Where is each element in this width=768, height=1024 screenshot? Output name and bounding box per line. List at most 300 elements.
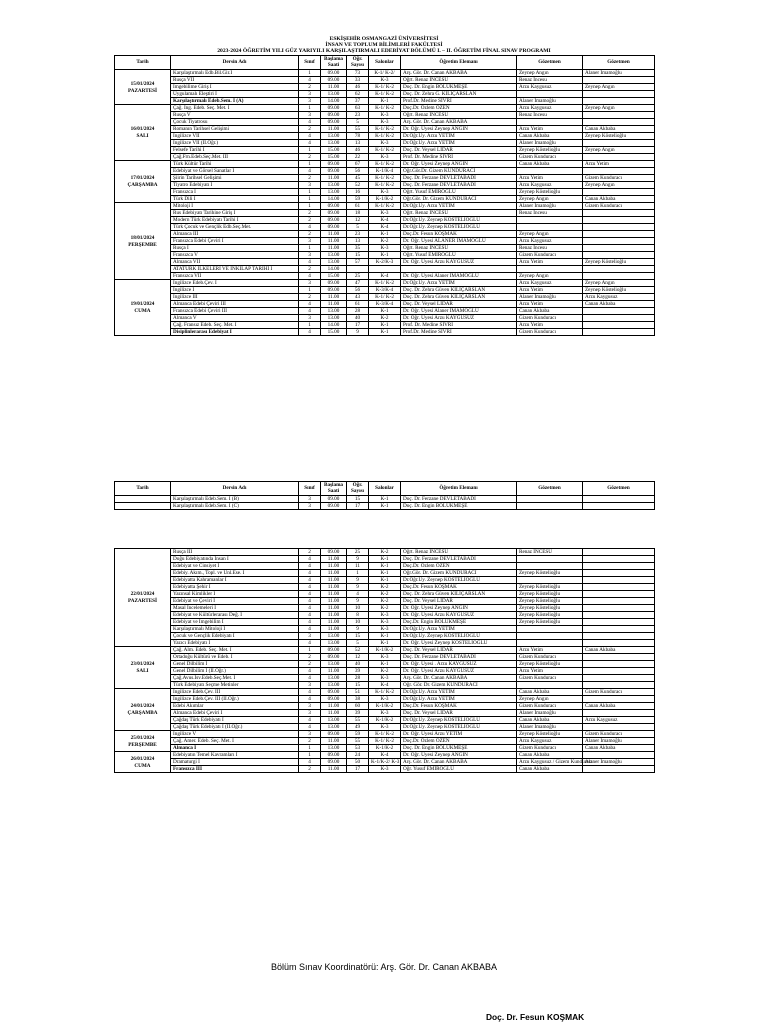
proctor-2: Zeynep Angın	[583, 280, 655, 287]
student-count: 10	[347, 619, 369, 626]
student-count: 73	[347, 70, 369, 77]
start-time: 11.00	[321, 294, 347, 301]
start-time: 09.00	[321, 689, 347, 696]
proctor-2	[583, 308, 655, 315]
exam-rooms: K-3	[369, 119, 401, 126]
table-row	[115, 598, 655, 605]
column-header: Öğretim Elemanı	[401, 482, 517, 496]
instructor: Öğr.Gör.Dr. Gizem KUNDURACI	[401, 168, 517, 175]
course-name: Yazıcı Edebiyatı I	[171, 640, 299, 647]
exam-rooms: K-3	[369, 654, 401, 661]
proctor-2	[583, 675, 655, 682]
course-name: Edebiyat ve Çeviri I	[171, 598, 299, 605]
proctor-2	[583, 266, 655, 273]
table-row	[115, 675, 655, 682]
instructor: Doç. Dr. Engin BÖLÜKMEŞE	[401, 503, 517, 510]
column-header: Başlama Saati	[321, 56, 347, 70]
exam-rooms: K-1/ K-2	[369, 91, 401, 98]
class-year: 4	[299, 675, 321, 682]
exam-rooms: K-1	[369, 661, 401, 668]
student-count: 55	[347, 126, 369, 133]
proctor-1: Alaner İmamoğlu	[517, 294, 583, 301]
student-count: 9	[347, 626, 369, 633]
proctor-2	[583, 598, 655, 605]
table-row	[115, 626, 655, 633]
student-count: 15	[347, 633, 369, 640]
exam-day: PAZARTESİ	[127, 87, 158, 94]
class-year: 4	[299, 259, 321, 266]
start-time: 11.00	[321, 231, 347, 238]
start-time: 09.00	[321, 119, 347, 126]
instructor: Dr. Öğr. Üyesi Arzu KAYGUSUZ	[401, 315, 517, 322]
class-year: 4	[299, 626, 321, 633]
exam-rooms: K-1/K-2	[369, 196, 401, 203]
course-name: Çağ. İng. Edeb. Seç. Met. I	[171, 105, 299, 112]
class-year: 1	[299, 287, 321, 294]
student-count: 4	[347, 591, 369, 598]
class-year: 2	[299, 294, 321, 301]
department-head-signature: Doç. Dr. Fesun KOŞMAK	[486, 1012, 585, 1022]
instructor: Dr. Öğr. Üyesi ALANER İMAMOĞLU	[401, 238, 517, 245]
table-row	[115, 154, 655, 161]
table-row	[115, 196, 655, 203]
student-count: 35	[347, 245, 369, 252]
proctor-1: Canan Akbaba	[517, 133, 583, 140]
proctor-2	[583, 140, 655, 147]
proctor-2	[583, 112, 655, 119]
start-time: 09.00	[321, 549, 347, 556]
proctor-2	[583, 119, 655, 126]
class-year: 4	[299, 689, 321, 696]
exam-date-cell	[115, 203, 171, 280]
university-name: ESKİŞEHİR OSMANGAZİ ÜNİVERSİTESİ	[329, 36, 439, 42]
proctor-1: Zeynep Köstelioğlu	[517, 570, 583, 577]
exam-day: SALI	[136, 133, 149, 139]
exam-rooms: K-1/ K-2	[369, 133, 401, 140]
proctor-2	[583, 322, 655, 329]
exam-date: 16/01/2024	[130, 126, 155, 132]
instructor: Dr. Öğr. Üyesi Alaner İMAMOĞLU	[401, 273, 517, 280]
course-name: Almanca III	[171, 231, 299, 238]
course-name: Yazınsal Kimlikler I	[171, 591, 299, 598]
student-count: 55	[347, 738, 369, 745]
start-time: 13.00	[321, 140, 347, 147]
class-year: 2	[299, 154, 321, 161]
exam-date: 23/01/2024	[130, 661, 155, 667]
student-count: 25	[347, 273, 369, 280]
course-name: Türk Edebiyatı Seçme Metinler	[171, 682, 299, 689]
start-time: 13.00	[321, 745, 347, 752]
instructor: Doç.Dr. Engin BÖLÜKMEŞE	[401, 619, 517, 626]
proctor-1: Arzu Kaygusuz	[517, 280, 583, 287]
exam-date-cell	[115, 731, 171, 752]
instructor: Doç. Dr. Ferzane DEVLETABADİ	[401, 496, 517, 503]
course-name: İngilizce Edeb.Çev. III (II.Öğr.)	[171, 696, 299, 703]
proctor-2	[583, 633, 655, 640]
course-name: Disiplinlerarası Edebiyat I	[171, 329, 299, 336]
exam-date: 15/01/2024	[130, 80, 155, 87]
course-name: İmgebilime Giriş I	[171, 84, 299, 91]
table-row	[115, 105, 655, 112]
start-time: 15.00	[321, 329, 347, 336]
instructor: Doç. Dr. Veysel LİDAR	[401, 710, 517, 717]
table-row	[115, 294, 655, 301]
proctor-1	[517, 577, 583, 584]
proctor-1: Gizem Kunduracı	[517, 315, 583, 322]
instructor: Öğrt. Renaz İNCESU	[401, 112, 517, 119]
exam-date-cell	[115, 689, 171, 731]
student-count: 45	[347, 175, 369, 182]
proctor-1: Renaz İNCESU	[517, 549, 583, 556]
proctor-2: Zeynep Angın	[583, 84, 655, 91]
instructor: Doç. Dr. Veysel LİDAR	[401, 598, 517, 605]
instructor: Arş. Gör. Dr. Canan AKBABA	[401, 759, 517, 766]
start-time: 11.00	[321, 577, 347, 584]
proctor-2: Arzu Kaygusuz	[583, 294, 655, 301]
student-count: 5	[347, 224, 369, 231]
student-count	[347, 266, 369, 273]
student-count: 28	[347, 308, 369, 315]
student-count: 40	[347, 315, 369, 322]
instructor: Dr. Öğr. Üyesi Arzu KAYGUSUZ	[401, 259, 517, 266]
proctor-1: Arzu Yetim	[517, 322, 583, 329]
start-time: 13.00	[321, 661, 347, 668]
course-name: Fransızca Edebi Çeviri III	[171, 308, 299, 315]
start-time: 11.00	[321, 570, 347, 577]
course-name: Almanca I	[171, 745, 299, 752]
proctor-1: Zeynep Köstelioğlu	[517, 147, 583, 154]
proctor-1: Gizem Kunduracı	[517, 329, 583, 336]
column-header: Gözetmen	[517, 56, 583, 70]
class-year: 3	[299, 496, 321, 503]
course-name: İngilizce V	[171, 731, 299, 738]
course-name: Rusça I	[171, 245, 299, 252]
exam-day: CUMA	[134, 308, 151, 314]
course-name: Felsefe Tarihi I	[171, 147, 299, 154]
column-header: Salonlar	[369, 482, 401, 496]
class-year: 4	[299, 301, 321, 308]
class-year: 2	[299, 217, 321, 224]
table-row	[115, 126, 655, 133]
class-year: 3	[299, 98, 321, 105]
exam-rooms: K-3	[369, 112, 401, 119]
start-time: 11.00	[321, 84, 347, 91]
table-row	[115, 266, 655, 273]
start-time: 13.00	[321, 315, 347, 322]
proctor-2	[583, 640, 655, 647]
student-count: 61	[347, 301, 369, 308]
table-row	[115, 570, 655, 577]
course-name: Rusça VII	[171, 77, 299, 84]
proctor-2	[583, 563, 655, 570]
course-name: Edebiyat ve Kültürlerarası Değ. I	[171, 612, 299, 619]
proctor-1: Arzu Kaygusuz	[517, 738, 583, 745]
course-name: Çocuk ve Gençlik Edebiyatı I	[171, 633, 299, 640]
class-year: 4	[299, 584, 321, 591]
table-row	[115, 245, 655, 252]
class-year: 3	[299, 703, 321, 710]
start-time: 09.00	[321, 112, 347, 119]
proctor-2: Canan Akbaba	[583, 301, 655, 308]
exam-schedule-table-2	[114, 481, 655, 510]
table-row	[115, 224, 655, 231]
table-row	[115, 549, 655, 556]
class-year: 4	[299, 605, 321, 612]
proctor-2	[583, 503, 655, 510]
exam-schedule-table-3	[114, 548, 655, 773]
course-name: Edebiyatta Şehir I	[171, 584, 299, 591]
start-time: 09.00	[321, 70, 347, 77]
exam-day: ÇARŞAMBA	[127, 710, 158, 716]
class-year: 4	[299, 119, 321, 126]
table-row	[115, 724, 655, 731]
instructor: Öğr. Yusuf EMİROĞLU	[401, 766, 517, 773]
course-name: Dramaturgi I	[171, 759, 299, 766]
course-name: Rusça III	[171, 549, 299, 556]
student-count: 37	[347, 98, 369, 105]
table-row	[115, 182, 655, 189]
exam-date: 22/01/2024	[130, 591, 155, 597]
exam-rooms: K-1	[369, 322, 401, 329]
student-count: 15	[347, 682, 369, 689]
table-row	[115, 189, 655, 196]
proctor-2	[583, 584, 655, 591]
instructor: Öğr.Gör. Dr. Gizem KUNDURACI	[401, 196, 517, 203]
exam-rooms: K-1/ K-2/	[369, 70, 401, 77]
column-header: Tarih	[115, 482, 171, 496]
proctor-2	[583, 724, 655, 731]
class-year: 4	[299, 577, 321, 584]
exam-rooms: K-1	[369, 640, 401, 647]
student-count: 5	[347, 640, 369, 647]
exam-rooms: K-2	[369, 315, 401, 322]
exam-schedule-table-1	[114, 55, 655, 336]
course-name: Çağdaş Türk Edebiyatı I (II.Öğr.)	[171, 724, 299, 731]
table-row	[115, 315, 655, 322]
table-row	[115, 140, 655, 147]
course-name: Almanca V	[171, 315, 299, 322]
student-count: 13	[347, 140, 369, 147]
student-count: 43	[347, 294, 369, 301]
proctor-1: Zeynep Köstelioğlu	[517, 584, 583, 591]
student-count: 11	[347, 563, 369, 570]
proctor-1	[517, 503, 583, 510]
student-count: 23	[347, 112, 369, 119]
course-name: Edebiyatta Kahramanlar I	[171, 577, 299, 584]
exam-rooms: K-1	[369, 252, 401, 259]
exam-rooms: K-2	[369, 584, 401, 591]
instructor: Arş. Gör. Dr. Canan AKBABA	[401, 119, 517, 126]
table-row	[115, 217, 655, 224]
class-year: 4	[299, 591, 321, 598]
student-count: 22	[347, 154, 369, 161]
instructor: Doç. Dr. Ferzane DEVLETABADİ	[401, 175, 517, 182]
exam-date-cell	[115, 70, 171, 105]
proctor-2	[583, 238, 655, 245]
class-year: 3	[299, 280, 321, 287]
course-name: İngilizce VII	[171, 133, 299, 140]
column-header: Salonlar	[369, 56, 401, 70]
start-time: 13.00	[321, 682, 347, 689]
proctor-1: Zeynep Köstelioğlu	[517, 605, 583, 612]
student-count: 9	[347, 577, 369, 584]
table-row	[115, 308, 655, 315]
class-year: 1	[299, 189, 321, 196]
proctor-1: Alaner İmamoğlu	[517, 140, 583, 147]
class-year: 1	[299, 147, 321, 154]
start-time: 09.00	[321, 168, 347, 175]
class-year: 2	[299, 126, 321, 133]
table-row	[115, 70, 655, 77]
table-row	[115, 133, 655, 140]
proctor-2	[583, 224, 655, 231]
exam-date: 26/01/2024	[130, 755, 155, 762]
class-year: 4	[299, 598, 321, 605]
table-row	[115, 612, 655, 619]
proctor-2	[583, 154, 655, 161]
start-time: 09.00	[321, 217, 347, 224]
exam-rooms: K-3/K-4	[369, 301, 401, 308]
proctor-1: Zeynep Köstelioğlu	[517, 591, 583, 598]
table-row	[115, 329, 655, 336]
start-time: 15.00	[321, 147, 347, 154]
proctor-1: Arzu Yetim	[517, 287, 583, 294]
student-count: 13	[347, 238, 369, 245]
table-row	[115, 273, 655, 280]
class-year: 4	[299, 77, 321, 84]
student-count: 17	[347, 766, 369, 773]
exam-rooms	[369, 266, 401, 273]
class-year: 4	[299, 619, 321, 626]
instructor: Öğr. Gör. Dr. Gizem KUNDURACI	[401, 682, 517, 689]
column-header: Öğretim Elemanı	[401, 56, 517, 70]
course-name: Almanca Edebi Çeviri I	[171, 710, 299, 717]
instructor: Doç. Dr. Ferzane DEVLETABADİ	[401, 654, 517, 661]
start-time: 13.00	[321, 724, 347, 731]
student-count: 17	[347, 322, 369, 329]
class-year: 4	[299, 570, 321, 577]
exam-rooms: K-1	[369, 556, 401, 563]
student-count: 55	[347, 717, 369, 724]
exam-rooms: K-4	[369, 217, 401, 224]
column-header: Sınıf	[299, 56, 321, 70]
exam-rooms: K-1/K-2	[369, 647, 401, 654]
class-year: 3	[299, 91, 321, 98]
proctor-1: Arzu Kaygusuz	[517, 182, 583, 189]
start-time: 14.00	[321, 266, 347, 273]
start-time: 13.00	[321, 91, 347, 98]
exam-date: 18/01/2024	[130, 234, 155, 241]
table-row	[115, 731, 655, 738]
course-name: Rus Edebiyatı Tarihine Giriş I	[171, 210, 299, 217]
proctor-1: Gizem Kunduracı	[517, 654, 583, 661]
column-header: Dersin Adı	[171, 56, 299, 70]
instructor: Doç. Dr. Veysel LİDAR	[401, 301, 517, 308]
student-count: 62	[347, 91, 369, 98]
column-header: Öğr. Sayısı	[347, 56, 369, 70]
table-row	[115, 619, 655, 626]
exam-date: 17/01/2024	[130, 175, 155, 181]
instructor: Öğrt. Renaz İNCESU	[401, 245, 517, 252]
proctor-2	[583, 626, 655, 633]
student-count: 5	[347, 119, 369, 126]
instructor: Doç. Dr. Zehra Güven KILIÇARSLAN	[401, 591, 517, 598]
course-name: Karşılaştırmalı Mitoloji I	[171, 626, 299, 633]
student-count: 40	[347, 661, 369, 668]
table-row	[115, 503, 655, 510]
start-time: 11.00	[321, 301, 347, 308]
proctor-1: Canan Akbaba	[517, 717, 583, 724]
course-name: Türk Dili I	[171, 196, 299, 203]
instructor: Dr.Öğr.Üy. Zeynep KÖSTELİOĞLU	[401, 717, 517, 724]
instructor: Dr. Öğr. Üyesi Zeynep ANGIN	[401, 161, 517, 168]
class-year: 3	[299, 112, 321, 119]
exam-rooms: K-1/K-2	[369, 717, 401, 724]
course-name: Almanca VII	[171, 259, 299, 266]
class-year: 3	[299, 182, 321, 189]
start-time: 11.00	[321, 598, 347, 605]
exam-date-cell	[115, 161, 171, 203]
course-name: Çocuk Tiyatrosu	[171, 119, 299, 126]
student-count: 24	[347, 752, 369, 759]
proctor-2	[583, 91, 655, 98]
instructor: Doç. Dr. Veysel LİDAR	[401, 147, 517, 154]
exam-date: 24/01/2024	[130, 703, 155, 709]
exam-rooms: K-2	[369, 605, 401, 612]
proctor-2: Gizem Kunduracı	[583, 731, 655, 738]
instructor: Öğrt. Renaz İNCESU	[401, 210, 517, 217]
course-name: Çağ. Fransız Edeb. Seç. Met. I	[171, 322, 299, 329]
student-count: 9	[347, 598, 369, 605]
exam-day: PAZARTESİ	[127, 598, 158, 604]
class-year: 4	[299, 759, 321, 766]
student-count: 23	[347, 231, 369, 238]
proctor-2: Zeynep Köstelioğlu	[583, 287, 655, 294]
instructor: Arş. Gör. Dr. Canan AKBABA	[401, 675, 517, 682]
exam-rooms: K-1	[369, 496, 401, 503]
proctor-1: Zeynep Köstelioğlu	[517, 598, 583, 605]
exam-rooms: K-1/K-2/ K-3	[369, 759, 401, 766]
instructor: Dr. Öğr. Üyesi Arzu KAYGUSUZ	[401, 668, 517, 675]
course-name: Karşılaştırmalı Edeb.Sem. I (A)	[171, 98, 299, 105]
class-year: 4	[299, 724, 321, 731]
exam-rooms: K-3	[369, 619, 401, 626]
student-count: 38	[347, 696, 369, 703]
student-count: 56	[347, 168, 369, 175]
proctor-1	[517, 91, 583, 98]
proctor-2: Arzu Kaygusuz	[583, 717, 655, 724]
exam-date: 25/01/2024	[130, 734, 155, 741]
class-year: 2	[299, 231, 321, 238]
start-time: 11.00	[321, 563, 347, 570]
proctor-2	[583, 619, 655, 626]
course-name: Doğu Edebiyatında İnsan I	[171, 556, 299, 563]
class-year: 2	[299, 266, 321, 273]
course-name: Çağ. Alm. Edeb. Seç. Met. I	[171, 647, 299, 654]
exam-rooms: K-2	[369, 238, 401, 245]
exam-date-cell	[115, 105, 171, 161]
instructor: Doç. Dr. Zehra Güven KILIÇARSLAN	[401, 287, 517, 294]
table-row	[115, 696, 655, 703]
table-row	[115, 703, 655, 710]
class-year: 1	[299, 161, 321, 168]
class-year: 4	[299, 133, 321, 140]
instructor: Öğrt. Renaz İNCESU	[401, 549, 517, 556]
instructor: Dr. Öğr. Üyesi Zeynep KÖSTELİOĞLU	[401, 640, 517, 647]
student-count: 17	[347, 503, 369, 510]
instructor: Doç. Dr. Zehra Güven KILIÇARSLAN	[401, 294, 517, 301]
proctor-2: Gizem Kunduracı	[583, 689, 655, 696]
